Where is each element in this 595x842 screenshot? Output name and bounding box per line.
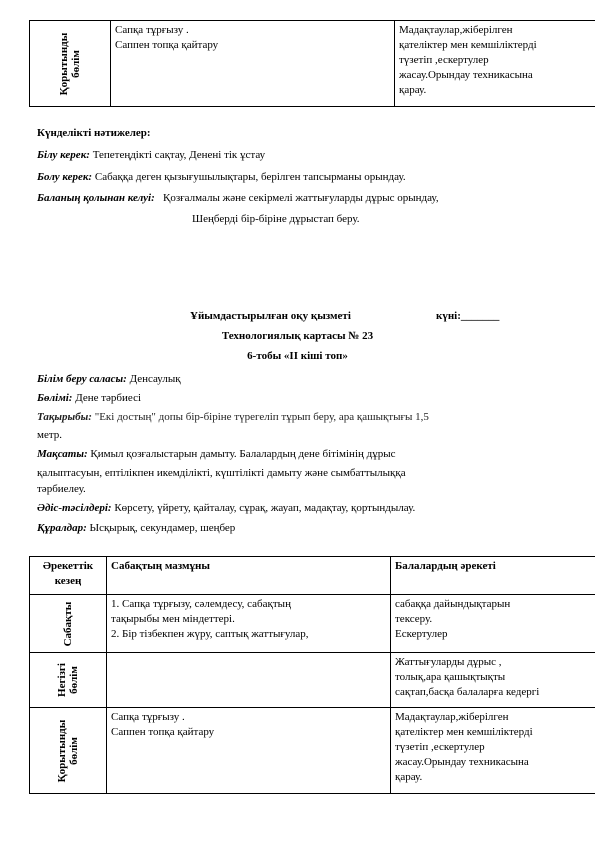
content-cell [107, 595, 391, 653]
results-should [37, 170, 406, 185]
actions-cell [391, 708, 595, 794]
card-title: Технологиялық картасы № 23 [221, 330, 374, 342]
content-line: Сапқа тұрғызу . [111, 711, 185, 723]
action-line: Мадақтаулар,жіберілген [395, 711, 509, 723]
stage-label: Қорытынды бөлім [56, 719, 80, 782]
action-line: Мадақтаулар,жіберілген [399, 24, 513, 36]
content-line: Саппен топқа қайтару [111, 726, 215, 738]
actions-cell [391, 653, 595, 708]
content-line: 2. Бір тізбекпен жүру, саптық жаттығулар, [111, 628, 309, 640]
know-label: Білу керек: [37, 149, 90, 161]
stage-cell-intro [30, 595, 107, 653]
content-cell [107, 708, 391, 794]
should-text: Сабаққа деген қызығушылықтары, берілген тапсырманы орындау. [94, 171, 406, 183]
goal-value: Қимыл қозғалыстарын дамыту. Балалардың дене бітімінің дұрыс [90, 448, 396, 460]
know-text: Тепетеңдікті сақтау, Денені тік ұстау [92, 149, 266, 161]
topic-value-2: метр. [37, 429, 63, 441]
results-know [37, 148, 265, 163]
tools-label: Құралдар: [37, 522, 87, 534]
area-label: Білім беру саласы: [37, 373, 127, 385]
topic-value: "Екі достың" допы бір-біріне түрегеліп тұрып беру, ара қашықтығы 1,5 [94, 411, 429, 423]
actions-lines [395, 597, 592, 642]
stage-cell-conclusion [30, 21, 111, 107]
can-label: Баланың қолынан келуі: [37, 192, 155, 204]
header-content: Сабақтың мазмұны [107, 557, 391, 595]
action-line: қателіктер мен кемшіліктерді [395, 726, 533, 738]
actions-lines [395, 710, 592, 785]
info-methods [37, 501, 415, 516]
can-text-2: Шеңберді бір-біріне дұрыстап беру. [192, 213, 360, 225]
action-line: қарау. [395, 771, 423, 783]
group-title: 6-тобы «ІІ кіші топ» [247, 350, 348, 362]
content-cell [111, 21, 395, 107]
content-lines [111, 710, 386, 740]
action-line: тексеру. [395, 613, 433, 625]
action-line: Ескертулер [395, 628, 448, 640]
goal-value-2: қалыптасуын, ептілікпен икемділікті, күштілікті дамыту және сымбаттылыққа [37, 467, 406, 479]
topic-label: Тақырыбы: [37, 411, 92, 423]
stage-label: Сабақты [62, 601, 74, 646]
info-section [37, 391, 141, 406]
section-value: Дене тәрбиесі [75, 392, 142, 404]
info-tools [37, 521, 235, 536]
stage-cell-main [30, 653, 107, 708]
tools-value: Ысқырық, секундамер, шеңбер [89, 522, 236, 534]
top-table [29, 20, 595, 107]
goal-label: Мақсаты: [37, 448, 88, 460]
content-line: 1. Сапқа тұрғызу, сәлемдесу, сабақтың [111, 598, 291, 610]
stage-label: Қорытынды бөлім [58, 32, 82, 95]
info-area [37, 372, 181, 387]
content-line: Саппен топқа қайтару [115, 39, 219, 51]
action-line: сақтап,басқа балаларға кедергі [395, 686, 540, 698]
stage-label: Негізгі бөлім [56, 663, 80, 697]
should-label: Болу керек: [37, 171, 93, 183]
action-line: жасау.Орындау техникасына [399, 69, 533, 81]
methods-label: Әдіс-тәсілдері: [37, 502, 112, 514]
action-line: жасау.Орындау техникасына [395, 756, 529, 768]
results-can [37, 191, 439, 206]
action-line: толық,ара қашықтықты [395, 671, 506, 683]
header-stage: Әрекеттік кезең [30, 557, 107, 595]
content-cell [107, 653, 391, 708]
stage-cell-conclusion [30, 708, 107, 794]
content-line: Сапқа тұрғызу . [115, 24, 189, 36]
actions-cell [395, 21, 595, 107]
content-line: тақырыбы мен міндеттері. [111, 613, 235, 625]
content-lines [115, 23, 390, 53]
content-lines [111, 597, 386, 650]
info-goal [37, 447, 396, 462]
goal-value-3: тәрбиелеу. [37, 483, 86, 495]
action-line: түзетіп ,ескертулер [395, 741, 485, 753]
action-line: сабаққа дайындықтарын [395, 598, 511, 610]
actions-cell [391, 595, 595, 653]
action-line: қарау. [399, 84, 427, 96]
can-text: Қозғалмалы және секірмелі жаттығуларды дұрыс орындау, [162, 192, 439, 204]
section-label: Бөлімі: [37, 392, 73, 404]
date-label: күні:_______ [436, 310, 500, 322]
area-value: Денсаулық [129, 373, 181, 385]
actions-lines [395, 655, 592, 705]
action-line: Жаттығуларды дұрыс , [395, 656, 502, 668]
info-topic [37, 410, 429, 425]
main-table [29, 556, 595, 794]
action-line: қателіктер мен кемшіліктерді [399, 39, 537, 51]
action-line: түзетіп ,ескертулер [399, 54, 489, 66]
actions-lines [399, 23, 592, 98]
methods-value: Көрсету, үйрету, қайталау, сұрақ, жауап, мадақтау, қортындылау. [114, 502, 416, 514]
activity-title: Ұйымдастырылған оқу қызметі [190, 310, 351, 322]
header-actions: Балалардың әрекеті [391, 557, 595, 595]
results-heading: Күнделікті нәтижелер: [37, 127, 151, 139]
